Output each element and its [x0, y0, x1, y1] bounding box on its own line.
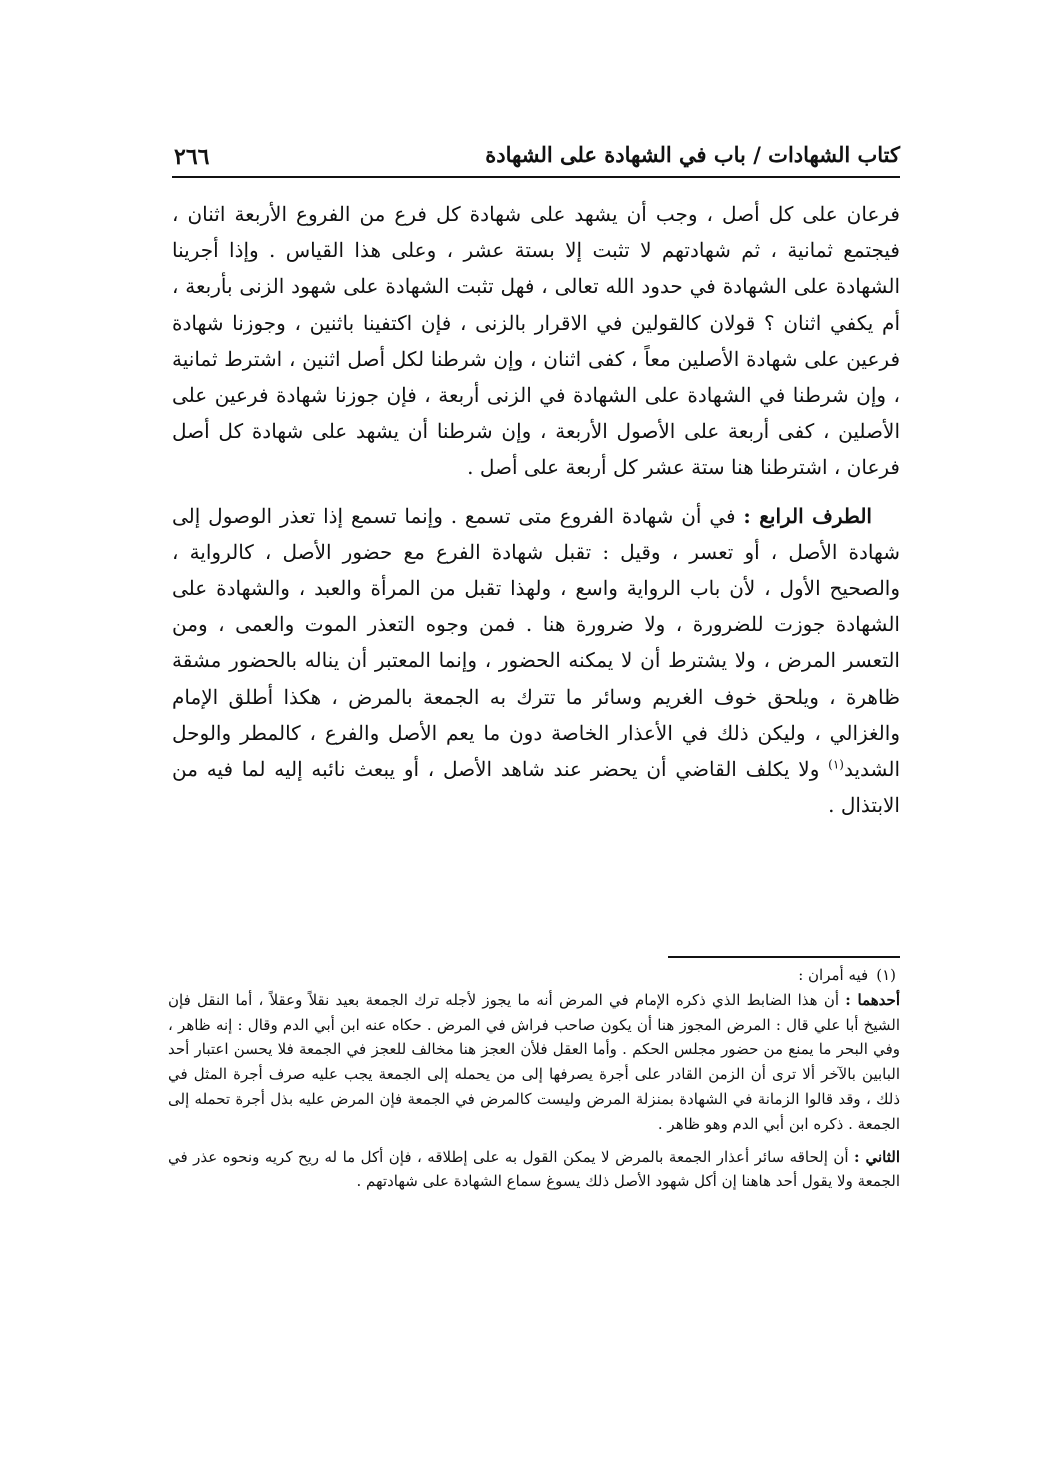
footnote-first — [168, 988, 900, 1137]
footnote-second-text: أن إلحاقه سائر أعذار الجمعة بالمرض لا يمكن القول به على إطلاقه ، فإن أكل ما له ريح كريه ونحوه عذر في الجمعة ولا يقول أحد هاهنا إن أكل شهود الأصل ذلك يسوغ سماع الشهادة على شهادتهم . — [168, 1147, 900, 1191]
paragraph-2-tail: ولا يكلف القاضي أن يحضر عند شاهد الأصل ، أو يبعث نائبه إليه لما فيه من الابتذال . — [172, 757, 900, 818]
footnote-intro: فيه أمران : — [798, 966, 869, 984]
footnote-heading — [168, 963, 896, 988]
footnote-divider — [668, 956, 900, 958]
page-number: ٢٦٦ — [174, 144, 210, 170]
footnote-first-text: أن هذا الضابط الذي ذكره الإمام في المرض أنه ما يجوز لأجله ترك الجمعة بعيد نقلاً وعقلاً ، أما النقل فإن الشيخ أبا علي قال : المرض المجوز هنا أن يكون صاحب فراش في المرض . حكاه عنه ابن أبي الدم وقال : إنه ظاهر ، وفي البحر ما يمنع من حضور مجلس الحكم . وأما العقل فلأن العجز هنا مخالف للعجز في الجمعة فلا يحسن اعتبار أحد البابين بالآخر ألا ترى أن الزمن القادر على أجرة يصرفها إلى من يحمله إلى الجمعة يجب عليه صرف أجرة المثل في ذلك ، وقد قالوا الزمانة في الشهادة بمنزلة المرض وليست كالمرض في الجمعة فإن المرض عليه بذل أجرة تحمله إلى الجمعة . ذكره ابن أبي الدم وهو ظاهر . — [168, 990, 900, 1133]
footnote-second-lead: الثاني : — [854, 1147, 900, 1166]
footnote-reference[interactable]: (١) — [828, 757, 844, 772]
paragraph-2-text: في أن شهادة الفروع متى تسمع . وإنما تسمع إذا تعذر الوصول إلى شهادة الأصل ، أو تعسر ، وقيل : تقبل شهادة الفرع مع حضور الأصل ، كالرواية ، والصحيح الأول ، لأن باب الرواية واسع ، ولهذا تقبل من المرأة والعبد ، والشهادة على الشهادة جوزت للضرورة ، ولا ضرورة هنا . فمن وجوه التعذر الموت والعمى ، ومن التعسر المرض ، ولا يشترط أن لا يمكنه الحضور ، وإنما المعتبر أن يناله بالحضور مشقة ظاهرة ، ويلحق خوف الغريم وسائر ما تترك به الجمعة بالمرض ، هكذا أطلق الإمام والغزالي ، وليكن ذلك في الأعذار الخاصة دون ما يعم الأصل والفرع ، كالمطر والوحل الشديد — [172, 503, 901, 782]
footnote-first-lead: أحدهما : — [845, 990, 900, 1009]
paragraph-1: فرعان على كل أصل ، وجب أن يشهد على شهادة كل فرع من الفروع الأربعة اثنان ، فيجتمع ثمانية ، ثم شهادتهم لا تثبت إلا بستة عشر ، وعلى هذا القياس . وإذا أجرينا الشهادة على الشهادة في حدود الله تعالى ، فهل تثبت الشهادة على شهود الزنى بأربعة ، أم يكفي اثنان ؟ قولان كالقولين في الاقرار بالزنى ، فإن اكتفينا باثنين ، وجوزنا شهادة فرعين على شهادة الأصلين معاً ، كفى اثنان ، وإن شرطنا لكل أصل اثنين ، اشترط ثمانية ، وإن شرطنا في الشهادة على الشهادة في الزنى أربعة ، فإن جوزنا شهادة فرعين على الأصلين ، كفى أربعة على الأصول الأربعة ، وإن شرطنا أن يشهد على شهادة كل أصل فرعان ، اشترطنا هنا ستة عشر كل أربعة على أصل . — [172, 202, 900, 480]
footnote-second — [168, 1145, 900, 1195]
main-text — [172, 196, 900, 823]
paragraph-2 — [172, 498, 900, 824]
running-title: كتاب الشهادات / باب في الشهادة على الشهادة — [485, 142, 900, 167]
section-heading: الطرف الرابع : — [743, 503, 872, 528]
footnote-marker: (١) — [876, 966, 896, 984]
page-header — [172, 140, 900, 178]
footnotes — [168, 963, 900, 1194]
